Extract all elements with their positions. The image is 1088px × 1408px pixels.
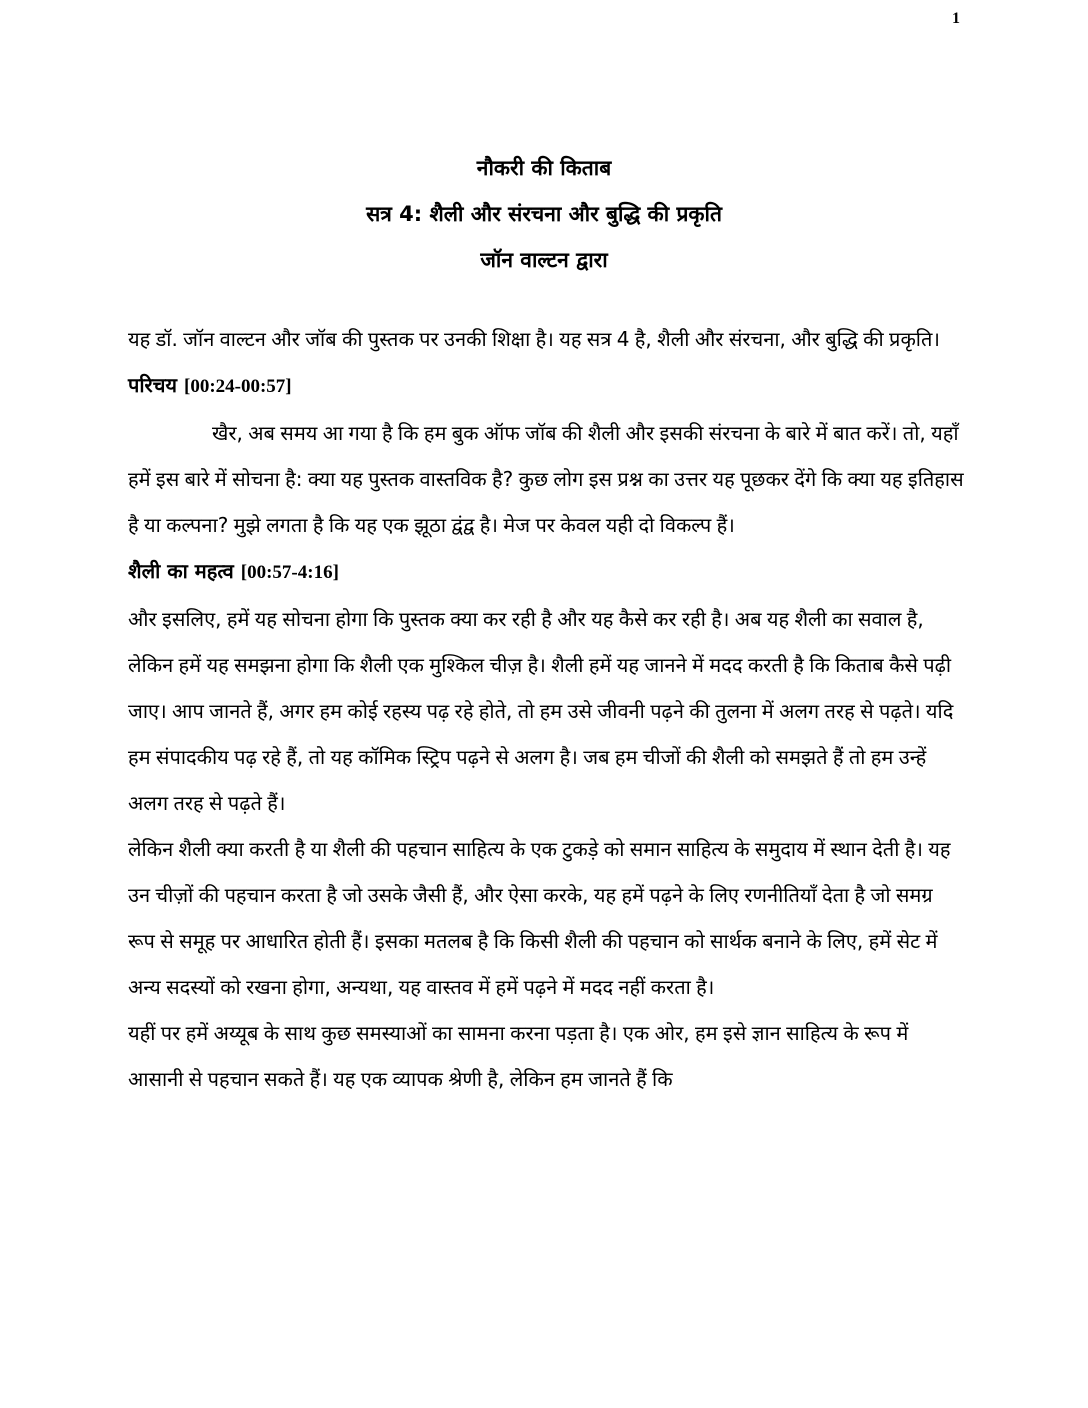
- paragraph: लेकिन शैली क्या करती है या शैली की पहचान साहित्य के एक टुकड़े को समान साहित्य के समुदाय में स्थान देती है। यह उन चीज़ों की पहचान करता है जो उसके जैसी हैं, और ऐसा करके, यह हमें पढ़ने के लिए रणनीतियाँ देता है जो समग्र रूप से समूह पर आधारित होती हैं। इसका मतलब है कि किसी शैली की पहचान को सार्थक बनाने के लिए, हमें सेट में अन्य सदस्यों को रखना होगा, अन्यथा, यह वास्तव में हमें पढ़ने में मदद नहीं करता है।: [128, 837, 951, 999]
- paragraph: यहीं पर हमें अय्यूब के साथ कुछ समस्याओं का सामना करना पड़ता है। एक ओर, हम इसे ज्ञान साहित्य के रूप में आसानी से पहचान सकते हैं। यह एक व्यापक श्रेणी है, लेकिन हम जानते हैं कि: [128, 1021, 909, 1091]
- section-timecode: [00:57-4:16]: [240, 562, 339, 583]
- document-title: [0, 145, 1088, 283]
- section-heading-text: शैली का महत्व: [128, 559, 234, 583]
- section-timecode: [00:24-00:57]: [184, 376, 292, 397]
- paragraph: खैर, अब समय आ गया है कि हम बुक ऑफ जॉब की शैली और इसकी संरचना के बारे में बात करें। तो, यहाँ हमें इस बारे में सोचना है: क्या यह पुस्तक वास्तविक है? कुछ लोग इस प्रश्न का उत्तर यह पूछकर देंगे कि क्या यह इतिहास है या कल्पना? मुझे लगता है कि यह एक झूठा द्वंद्व है। मेज पर केवल यही दो विकल्प हैं।: [128, 421, 964, 537]
- paragraph: और इसलिए, हमें यह सोचना होगा कि पुस्तक क्या कर रही है और यह कैसे कर रही है। अब यह शैली का सवाल है, लेकिन हमें यह समझना होगा कि शैली एक मुश्किल चीज़ है। शैली हमें यह जानने में मदद करती है कि किताब कैसे पढ़ी जाए। आप जानते हैं, अगर हम कोई रहस्य पढ़ रहे होते, तो हम उसे जीवनी पढ़ने की तुलना में अलग तरह से पढ़ते। यदि हम संपादकीय पढ़ रहे हैं, तो यह कॉमिक स्ट्रिप पढ़ने से अलग है। जब हम चीजों की शैली को समझते हैं तो हम उन्हें अलग तरह से पढ़ते हैं।: [128, 607, 954, 815]
- title-line-1: नौकरी की किताब: [476, 156, 612, 180]
- section-heading-introduction: [128, 362, 964, 410]
- title-line-3: जॉन वाल्टन द्वारा: [480, 248, 608, 272]
- section-heading-genre-importance: [128, 548, 964, 596]
- document-body: [128, 316, 964, 1102]
- page-number: 1: [952, 10, 960, 27]
- title-line-2: सत्र 4: शैली और संरचना और बुद्धि की प्रकृति: [366, 202, 722, 226]
- intro-paragraph: यह डॉ. जॉन वाल्टन और जॉब की पुस्तक पर उनकी शिक्षा है। यह सत्र 4 है, शैली और संरचना, और बुद्धि की प्रकृति।: [128, 327, 940, 351]
- section-heading-text: परिचय: [128, 373, 178, 397]
